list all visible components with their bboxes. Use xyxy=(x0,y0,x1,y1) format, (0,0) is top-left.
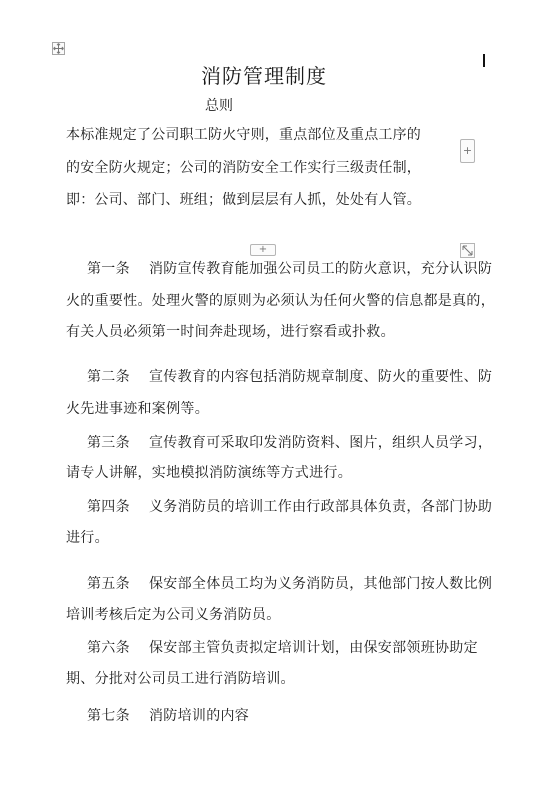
article-text: 消防宣传教育能加强公司员工的防火意识，充分认识防 xyxy=(149,261,493,277)
intro-line: 即：公司、部门、班组；做到层层有人抓，处处有人管。 xyxy=(66,192,421,208)
page-title: 消防管理制度 xyxy=(201,64,327,88)
article-first-line xyxy=(87,705,249,725)
article-number: 第一条 xyxy=(87,261,130,277)
article-line: 培训考核后定为公司义务消防员。 xyxy=(66,607,281,623)
article-line: 请专人讲解，实地模拟消防演练等方式进行。 xyxy=(66,465,352,481)
article-number: 第五条 xyxy=(87,576,130,592)
article-line: 火先进事迹和案例等。 xyxy=(66,401,209,417)
article-first-line xyxy=(87,366,492,386)
article-number: 第四条 xyxy=(87,499,130,515)
move-arrows-icon[interactable] xyxy=(52,42,65,55)
article-text: 保安部全体员工均为义务消防员，其他部门按人数比例 xyxy=(149,576,493,592)
article-line: 期、分批对公司员工进行消防培训。 xyxy=(66,671,295,687)
article-text: 保安部主管负责拟定培训计划，由保安部领班协助定 xyxy=(149,640,478,656)
article-first-line xyxy=(87,637,478,657)
article-line: 火的重要性。处理火警的原则为必须认为任何火警的信息都是真的， xyxy=(66,293,495,309)
article-text: 义务消防员的培训工作由行政部具体负责，各部门协助 xyxy=(149,499,493,515)
article-line: 有关人员必须第一时间奔赴现场，进行察看或扑救。 xyxy=(66,324,395,340)
article-number: 第七条 xyxy=(87,708,130,724)
article-first-line xyxy=(87,258,492,278)
intro-line: 本标准规定了公司职工防火守则，重点部位及重点工序的 xyxy=(66,127,421,143)
article-number: 第二条 xyxy=(87,369,130,385)
article-number: 第三条 xyxy=(87,435,130,451)
article-text: 宣传教育的内容包括消防规章制度、防火的重要性、防 xyxy=(149,369,493,385)
plus-icon[interactable]: + xyxy=(460,139,475,163)
article-text: 宣传教育可采取印发消防资料、图片，组织人员学习， xyxy=(149,435,493,451)
article-text: 消防培训的内容 xyxy=(149,708,250,724)
article-first-line xyxy=(87,573,492,593)
diagonal-resize-icon[interactable] xyxy=(460,243,475,258)
intro-line: 的安全防火规定；公司的消防安全工作实行三级责任制， xyxy=(66,160,421,176)
plus-icon[interactable]: + xyxy=(250,244,276,256)
article-number: 第六条 xyxy=(87,640,130,656)
article-first-line xyxy=(87,432,492,452)
article-first-line xyxy=(87,496,492,516)
article-line: 进行。 xyxy=(66,530,109,546)
section-subtitle: 总则 xyxy=(205,98,233,114)
